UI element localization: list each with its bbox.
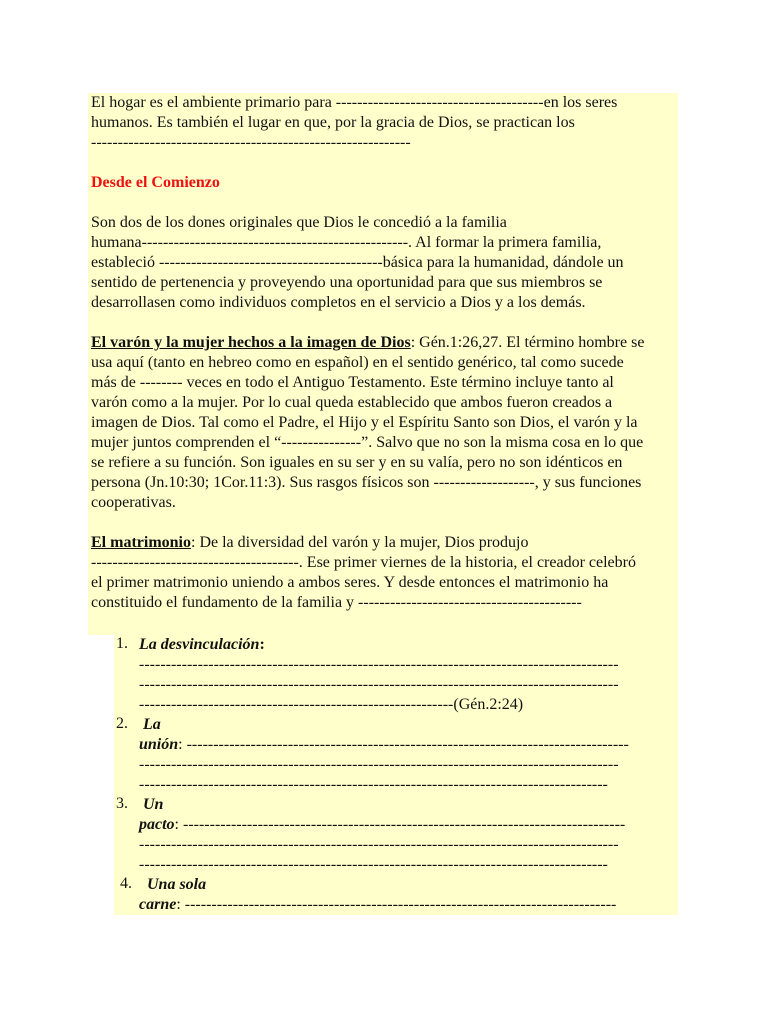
intro-line: ------------------------------------------------------------ [91,134,411,151]
intro-paragraph [88,93,678,153]
list-line-text: : --------------------------------------------------------------------------------- [176,896,617,913]
section-varon-mujer [88,333,678,513]
list-title: pacto [139,816,175,833]
spacer [88,313,678,333]
list-number: 4. [120,875,132,892]
list-line: ---------------------------------------------------------------------------------------- [139,856,608,873]
spacer [88,193,678,213]
section-heading: Desde el Comienzo [91,174,220,191]
list-title: Una sola [147,876,207,893]
list-line: -----------------------------------------------------------(Gén.2:24) [139,696,524,713]
paragraph-line [91,533,678,553]
list-title-line [139,795,678,815]
list-line: ------------------------------------------------------------------------------------------ [139,836,619,853]
section-matrimonio [88,533,678,613]
list-line [139,735,678,755]
paragraph-line: mujer juntos comprenden el “---------------”. Salvo que no son la misma cosa en lo que [91,434,644,451]
list-title: La desvinculación [139,636,260,653]
list-title-line: La desvinculación: [139,636,265,653]
list-line [139,895,678,915]
list-line [139,815,678,835]
list-line-text: : ----------------------------------------------------------------------------------- [174,816,626,833]
list-title: Un [143,796,164,813]
paragraph-line: estableció ------------------------------------------básica para la humanidad, dándole un [91,254,624,271]
spacer [88,513,678,533]
list-number: 1. [116,635,128,652]
list-item [114,715,678,795]
paragraph-line: imagen de Dios. Tal como el Padre, el Hijo y el Espíritu Santo son Dios, el varón y la [91,414,638,431]
section-heading: El varón y la mujer hechos a la imagen de Dios [91,334,411,351]
section1-paragraph [88,213,678,313]
list-line: ------------------------------------------------------------------------------------------ [139,656,619,673]
heading-rest: : Gén.1:26,27. El término hombre se [410,334,645,351]
list-item [114,795,678,875]
paragraph-line: persona (Jn.10:30; 1Cor.11:3). Sus rasgos físicos son -------------------, y sus funciones [91,474,642,491]
list-title-line [139,715,678,735]
document-body [88,93,678,635]
list-line: ---------------------------------------------------------------------------------------- [139,776,608,793]
paragraph-line: Son dos de los dones originales que Dios le concedió a la familia [91,214,507,231]
list-line: ------------------------------------------------------------------------------------------ [139,676,619,693]
paragraph-line: desarrollasen como individuos completos en el servicio a Dios y a los demás. [91,294,586,311]
paragraph-line: cooperativas. [91,494,176,511]
list-item [114,875,678,915]
paragraph-line: ---------------------------------------. Ese primer viernes de la historia, el creador celebró [91,554,636,571]
paragraph-line: se refiere a su función. Son iguales en su ser y en su valía, pero no son idénticos en [91,454,623,471]
section-desde-el-comienzo [88,173,678,193]
list-number: 2. [116,715,128,732]
spacer [88,153,678,173]
intro-line: El hogar es el ambiente primario para ---------------------------------------en los seres [91,94,618,111]
spacer [88,613,678,635]
paragraph-line: usa aquí (tanto en hebreo como en español) en el sentido genérico, tal como sucede [91,354,624,371]
list-line: ------------------------------------------------------------------------------------------ [139,756,619,773]
intro-line: humanos. Es también el lugar en que, por la gracia de Dios, se practican los [91,114,575,131]
list-title-line [139,875,678,895]
paragraph-line [91,333,678,353]
paragraph-line: humana--------------------------------------------------. Al formar la primera familia, [91,234,602,251]
list-line-text: : ----------------------------------------------------------------------------------- [178,736,629,753]
list-title: carne [139,896,177,913]
list-title: La [143,716,161,733]
section-heading: El matrimonio [91,534,191,551]
paragraph-line: varón como a la mujer. Por lo cual queda establecido que ambos fueron creados a [91,394,613,411]
paragraph-line: sentido de pertenencia y proveyendo una oportunidad para que sus miembros se [91,274,603,291]
numbered-list [114,635,678,915]
paragraph-line: constituido el fundamento de la familia y ------------------------------------------ [91,594,582,611]
heading-rest: : De la diversidad del varón y la mujer, Dios produjo [191,534,529,551]
list-number: 3. [116,795,128,812]
list-title: unión [139,736,179,753]
paragraph-line: más de -------- veces en todo el Antiguo Testamento. Este término incluye tanto al [91,374,614,391]
list-item [114,635,678,715]
paragraph-line: el primer matrimonio uniendo a ambos seres. Y desde entonces el matrimonio ha [91,574,609,591]
